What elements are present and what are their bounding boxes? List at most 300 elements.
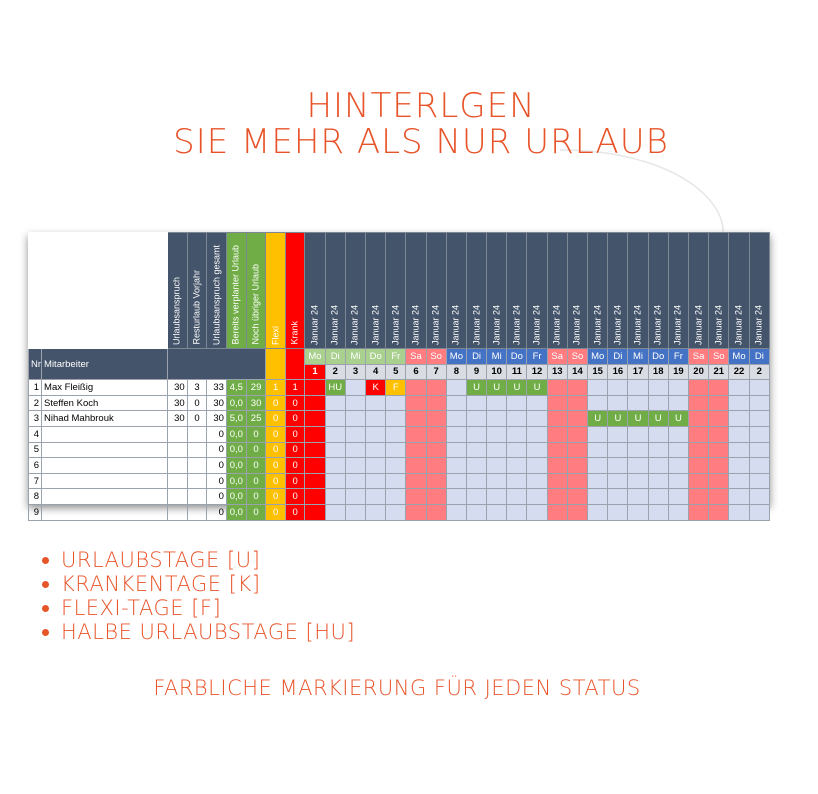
day-cell[interactable] xyxy=(527,442,547,458)
rest-cell[interactable]: 3 xyxy=(187,380,206,396)
day-cell[interactable] xyxy=(648,489,668,505)
day-cell[interactable] xyxy=(709,473,729,489)
day-status-cell[interactable]: K xyxy=(366,380,386,396)
day-cell[interactable] xyxy=(467,489,487,505)
day-cell[interactable] xyxy=(345,504,365,520)
weekday-cell[interactable]: Fr xyxy=(527,349,547,365)
row-number-cell[interactable]: 7 xyxy=(29,473,42,489)
month-header-cell[interactable] xyxy=(487,233,507,349)
day-number-cell[interactable]: 3 xyxy=(345,364,365,380)
day-cell[interactable] xyxy=(688,380,708,396)
day-cell[interactable] xyxy=(406,426,426,442)
day-cell[interactable] xyxy=(688,426,708,442)
day-cell[interactable] xyxy=(366,442,386,458)
day-cell[interactable] xyxy=(729,442,749,458)
rest-cell[interactable] xyxy=(187,426,206,442)
day-cell[interactable] xyxy=(527,411,547,427)
day-cell[interactable] xyxy=(567,426,587,442)
day-cell[interactable] xyxy=(547,395,567,411)
verplant-cell[interactable]: 0,0 xyxy=(226,395,246,411)
day-cell[interactable] xyxy=(426,380,446,396)
day-cell[interactable] xyxy=(305,395,325,411)
krank-cell[interactable]: 1 xyxy=(285,380,304,396)
day-cell[interactable] xyxy=(628,395,648,411)
employee-name-cell[interactable]: Max Fleißig xyxy=(42,380,168,396)
day-cell[interactable] xyxy=(487,395,507,411)
day-cell[interactable] xyxy=(608,442,628,458)
employee-name-cell[interactable] xyxy=(42,458,168,474)
nr-header[interactable]: Nr xyxy=(29,349,42,380)
anspruch-cell[interactable]: 30 xyxy=(167,380,187,396)
day-cell[interactable] xyxy=(426,489,446,505)
day-cell[interactable] xyxy=(709,395,729,411)
day-cell[interactable] xyxy=(507,489,527,505)
day-cell[interactable] xyxy=(467,473,487,489)
day-cell[interactable] xyxy=(305,458,325,474)
day-cell[interactable] xyxy=(426,411,446,427)
day-status-cell[interactable]: U xyxy=(648,411,668,427)
day-cell[interactable] xyxy=(688,473,708,489)
day-cell[interactable] xyxy=(446,380,466,396)
day-cell[interactable] xyxy=(668,380,688,396)
day-cell[interactable] xyxy=(507,504,527,520)
day-number-cell[interactable]: 14 xyxy=(567,364,587,380)
day-cell[interactable] xyxy=(426,458,446,474)
day-cell[interactable] xyxy=(406,411,426,427)
gesamt-cell[interactable]: 30 xyxy=(207,395,227,411)
weekday-cell[interactable]: Sa xyxy=(547,349,567,365)
month-header-cell[interactable] xyxy=(749,233,769,349)
krank-cell[interactable]: 0 xyxy=(285,489,304,505)
flexi-cell[interactable]: 0 xyxy=(266,411,285,427)
employee-name-cell[interactable]: Steffen Koch xyxy=(42,395,168,411)
weekday-cell[interactable]: Mi xyxy=(628,349,648,365)
day-cell[interactable] xyxy=(547,489,567,505)
day-number-cell[interactable]: 16 xyxy=(608,364,628,380)
krank-cell[interactable]: 0 xyxy=(285,426,304,442)
weekday-cell[interactable]: Di xyxy=(325,349,345,365)
day-cell[interactable] xyxy=(426,426,446,442)
day-cell[interactable] xyxy=(688,458,708,474)
day-cell[interactable] xyxy=(688,489,708,505)
day-cell[interactable] xyxy=(366,458,386,474)
day-cell[interactable] xyxy=(588,426,608,442)
row-number-cell[interactable]: 4 xyxy=(29,426,42,442)
employee-name-cell[interactable] xyxy=(42,473,168,489)
weekday-cell[interactable]: Mo xyxy=(588,349,608,365)
day-cell[interactable] xyxy=(709,442,729,458)
summary-header-cell[interactable] xyxy=(285,233,304,349)
uebrig-cell[interactable]: 29 xyxy=(246,380,266,396)
month-header-cell[interactable] xyxy=(628,233,648,349)
day-cell[interactable] xyxy=(709,504,729,520)
day-cell[interactable] xyxy=(648,442,668,458)
day-cell[interactable] xyxy=(729,380,749,396)
day-cell[interactable] xyxy=(749,426,769,442)
day-cell[interactable] xyxy=(386,395,406,411)
anspruch-cell[interactable] xyxy=(167,489,187,505)
day-cell[interactable] xyxy=(386,504,406,520)
month-header-cell[interactable] xyxy=(527,233,547,349)
day-cell[interactable] xyxy=(547,504,567,520)
weekday-cell[interactable]: Fr xyxy=(386,349,406,365)
summary-header-cell[interactable] xyxy=(207,233,227,349)
day-cell[interactable] xyxy=(386,442,406,458)
table-row[interactable] xyxy=(29,504,770,520)
month-header-cell[interactable] xyxy=(426,233,446,349)
day-cell[interactable] xyxy=(305,411,325,427)
verplant-cell[interactable]: 0,0 xyxy=(226,489,246,505)
day-cell[interactable] xyxy=(709,426,729,442)
day-cell[interactable] xyxy=(567,411,587,427)
day-cell[interactable] xyxy=(386,489,406,505)
day-cell[interactable] xyxy=(668,395,688,411)
day-cell[interactable] xyxy=(366,473,386,489)
row-number-cell[interactable]: 3 xyxy=(29,411,42,427)
weekday-cell[interactable]: Do xyxy=(507,349,527,365)
day-status-cell[interactable]: U xyxy=(588,411,608,427)
weekday-cell[interactable]: Sa xyxy=(406,349,426,365)
weekday-cell[interactable]: Di xyxy=(749,349,769,365)
day-cell[interactable] xyxy=(588,380,608,396)
day-cell[interactable] xyxy=(345,458,365,474)
weekday-cell[interactable]: So xyxy=(426,349,446,365)
day-number-cell[interactable]: 2 xyxy=(749,364,769,380)
day-cell[interactable] xyxy=(406,442,426,458)
day-cell[interactable] xyxy=(507,442,527,458)
day-cell[interactable] xyxy=(487,489,507,505)
table-row[interactable] xyxy=(29,489,770,505)
day-cell[interactable] xyxy=(467,426,487,442)
gesamt-cell[interactable]: 0 xyxy=(207,458,227,474)
day-cell[interactable] xyxy=(406,395,426,411)
day-cell[interactable] xyxy=(688,395,708,411)
day-number-cell[interactable]: 5 xyxy=(386,364,406,380)
day-cell[interactable] xyxy=(467,504,487,520)
day-cell[interactable] xyxy=(305,489,325,505)
day-cell[interactable] xyxy=(345,489,365,505)
day-cell[interactable] xyxy=(749,411,769,427)
day-cell[interactable] xyxy=(729,426,749,442)
day-cell[interactable] xyxy=(709,489,729,505)
day-cell[interactable] xyxy=(749,380,769,396)
day-cell[interactable] xyxy=(366,426,386,442)
krank-cell[interactable]: 0 xyxy=(285,458,304,474)
day-cell[interactable] xyxy=(588,442,608,458)
day-cell[interactable] xyxy=(406,458,426,474)
employee-name-cell[interactable] xyxy=(42,426,168,442)
gesamt-cell[interactable]: 0 xyxy=(207,473,227,489)
day-cell[interactable] xyxy=(567,489,587,505)
weekday-cell[interactable]: Di xyxy=(608,349,628,365)
uebrig-cell[interactable]: 0 xyxy=(246,489,266,505)
day-cell[interactable] xyxy=(487,442,507,458)
krank-cell[interactable]: 0 xyxy=(285,473,304,489)
month-header-cell[interactable] xyxy=(709,233,729,349)
day-cell[interactable] xyxy=(467,458,487,474)
month-header-cell[interactable] xyxy=(608,233,628,349)
day-cell[interactable] xyxy=(406,489,426,505)
table-row[interactable] xyxy=(29,380,770,396)
day-cell[interactable] xyxy=(527,504,547,520)
day-cell[interactable] xyxy=(688,442,708,458)
month-header-cell[interactable] xyxy=(406,233,426,349)
weekday-cell[interactable]: Mo xyxy=(729,349,749,365)
month-header-cell[interactable] xyxy=(588,233,608,349)
gesamt-cell[interactable]: 33 xyxy=(207,380,227,396)
day-cell[interactable] xyxy=(547,458,567,474)
month-header-cell[interactable] xyxy=(345,233,365,349)
day-cell[interactable] xyxy=(345,426,365,442)
day-number-cell[interactable]: 13 xyxy=(547,364,567,380)
day-number-cell[interactable]: 19 xyxy=(668,364,688,380)
flexi-cell[interactable]: 1 xyxy=(266,380,285,396)
day-cell[interactable] xyxy=(487,426,507,442)
anspruch-cell[interactable] xyxy=(167,504,187,520)
krank-header-spacer[interactable] xyxy=(285,349,304,380)
month-header-cell[interactable] xyxy=(386,233,406,349)
uebrig-cell[interactable]: 25 xyxy=(246,411,266,427)
day-cell[interactable] xyxy=(507,411,527,427)
day-cell[interactable] xyxy=(668,426,688,442)
day-number-cell[interactable]: 17 xyxy=(628,364,648,380)
day-cell[interactable] xyxy=(527,458,547,474)
employee-name-cell[interactable] xyxy=(42,489,168,505)
day-cell[interactable] xyxy=(406,380,426,396)
gesamt-cell[interactable]: 30 xyxy=(207,411,227,427)
flexi-cell[interactable]: 0 xyxy=(266,426,285,442)
employee-name-cell[interactable] xyxy=(42,504,168,520)
day-cell[interactable] xyxy=(426,395,446,411)
weekday-cell[interactable]: So xyxy=(567,349,587,365)
day-cell[interactable] xyxy=(628,380,648,396)
summary-header-cell[interactable] xyxy=(187,233,206,349)
day-cell[interactable] xyxy=(588,395,608,411)
day-cell[interactable] xyxy=(386,411,406,427)
uebrig-cell[interactable]: 0 xyxy=(246,426,266,442)
row-number-cell[interactable]: 8 xyxy=(29,489,42,505)
day-cell[interactable] xyxy=(547,426,567,442)
day-cell[interactable] xyxy=(668,504,688,520)
day-cell[interactable] xyxy=(386,473,406,489)
gesamt-cell[interactable]: 0 xyxy=(207,426,227,442)
day-cell[interactable] xyxy=(567,395,587,411)
day-cell[interactable] xyxy=(749,504,769,520)
day-cell[interactable] xyxy=(709,458,729,474)
day-cell[interactable] xyxy=(527,473,547,489)
day-number-cell[interactable]: 8 xyxy=(446,364,466,380)
verplant-cell[interactable]: 0,0 xyxy=(226,426,246,442)
day-cell[interactable] xyxy=(749,442,769,458)
uebrig-cell[interactable]: 0 xyxy=(246,442,266,458)
day-cell[interactable] xyxy=(648,426,668,442)
day-cell[interactable] xyxy=(527,395,547,411)
day-status-cell[interactable]: U xyxy=(608,411,628,427)
month-header-cell[interactable] xyxy=(325,233,345,349)
day-cell[interactable] xyxy=(366,489,386,505)
day-cell[interactable] xyxy=(608,380,628,396)
weekday-cell[interactable]: Fr xyxy=(668,349,688,365)
employee-name-cell[interactable]: Nihad Mahbrouk xyxy=(42,411,168,427)
day-cell[interactable] xyxy=(366,411,386,427)
anspruch-cell[interactable] xyxy=(167,473,187,489)
day-status-cell[interactable]: F xyxy=(386,380,406,396)
rest-cell[interactable] xyxy=(187,458,206,474)
rest-cell[interactable] xyxy=(187,473,206,489)
krank-cell[interactable]: 0 xyxy=(285,395,304,411)
day-cell[interactable] xyxy=(668,442,688,458)
day-cell[interactable] xyxy=(446,504,466,520)
day-cell[interactable] xyxy=(345,395,365,411)
day-number-cell[interactable]: 20 xyxy=(688,364,708,380)
verplant-cell[interactable]: 5,0 xyxy=(226,411,246,427)
day-cell[interactable] xyxy=(628,442,648,458)
day-cell[interactable] xyxy=(688,504,708,520)
row-number-cell[interactable]: 5 xyxy=(29,442,42,458)
day-number-cell[interactable]: 21 xyxy=(709,364,729,380)
gesamt-cell[interactable]: 0 xyxy=(207,442,227,458)
day-cell[interactable] xyxy=(305,380,325,396)
day-cell[interactable] xyxy=(608,504,628,520)
krank-cell[interactable]: 0 xyxy=(285,442,304,458)
month-header-cell[interactable] xyxy=(446,233,466,349)
row-number-cell[interactable]: 6 xyxy=(29,458,42,474)
day-cell[interactable] xyxy=(547,473,567,489)
day-cell[interactable] xyxy=(648,380,668,396)
day-cell[interactable] xyxy=(325,473,345,489)
day-cell[interactable] xyxy=(608,473,628,489)
day-cell[interactable] xyxy=(325,411,345,427)
weekday-cell[interactable]: Di xyxy=(467,349,487,365)
day-number-cell[interactable]: 22 xyxy=(729,364,749,380)
day-status-cell[interactable]: U xyxy=(527,380,547,396)
day-cell[interactable] xyxy=(688,411,708,427)
day-cell[interactable] xyxy=(749,473,769,489)
table-row[interactable] xyxy=(29,442,770,458)
day-cell[interactable] xyxy=(749,395,769,411)
day-cell[interactable] xyxy=(366,395,386,411)
day-cell[interactable] xyxy=(446,458,466,474)
day-cell[interactable] xyxy=(507,426,527,442)
weekday-cell[interactable]: Do xyxy=(648,349,668,365)
day-cell[interactable] xyxy=(446,395,466,411)
day-cell[interactable] xyxy=(628,473,648,489)
day-cell[interactable] xyxy=(588,504,608,520)
rest-cell[interactable] xyxy=(187,442,206,458)
uebrig-cell[interactable]: 30 xyxy=(246,395,266,411)
day-status-cell[interactable]: U xyxy=(668,411,688,427)
day-cell[interactable] xyxy=(305,473,325,489)
day-cell[interactable] xyxy=(749,458,769,474)
month-header-cell[interactable] xyxy=(305,233,325,349)
day-cell[interactable] xyxy=(709,380,729,396)
summary-header-cell[interactable] xyxy=(246,233,266,349)
day-cell[interactable] xyxy=(345,473,365,489)
day-cell[interactable] xyxy=(345,442,365,458)
flexi-header-spacer[interactable] xyxy=(266,349,285,380)
anspruch-cell[interactable] xyxy=(167,458,187,474)
day-cell[interactable] xyxy=(628,426,648,442)
verplant-cell[interactable]: 0,0 xyxy=(226,442,246,458)
day-number-cell[interactable]: 15 xyxy=(588,364,608,380)
day-cell[interactable] xyxy=(648,395,668,411)
day-cell[interactable] xyxy=(305,442,325,458)
anspruch-cell[interactable]: 30 xyxy=(167,411,187,427)
day-cell[interactable] xyxy=(507,458,527,474)
day-cell[interactable] xyxy=(608,489,628,505)
day-cell[interactable] xyxy=(729,489,749,505)
weekday-cell[interactable]: Mi xyxy=(345,349,365,365)
month-header-cell[interactable] xyxy=(567,233,587,349)
day-cell[interactable] xyxy=(608,426,628,442)
day-cell[interactable] xyxy=(729,395,749,411)
day-cell[interactable] xyxy=(446,442,466,458)
month-header-cell[interactable] xyxy=(366,233,386,349)
month-header-cell[interactable] xyxy=(467,233,487,349)
day-cell[interactable] xyxy=(588,458,608,474)
flexi-cell[interactable]: 0 xyxy=(266,442,285,458)
day-cell[interactable] xyxy=(386,458,406,474)
day-cell[interactable] xyxy=(749,489,769,505)
day-cell[interactable] xyxy=(487,458,507,474)
weekday-cell[interactable]: Mo xyxy=(446,349,466,365)
day-cell[interactable] xyxy=(426,442,446,458)
day-cell[interactable] xyxy=(729,458,749,474)
day-cell[interactable] xyxy=(325,489,345,505)
day-cell[interactable] xyxy=(648,504,668,520)
day-cell[interactable] xyxy=(547,411,567,427)
flexi-cell[interactable]: 0 xyxy=(266,458,285,474)
day-cell[interactable] xyxy=(567,380,587,396)
rest-cell[interactable]: 0 xyxy=(187,411,206,427)
row-number-cell[interactable]: 9 xyxy=(29,504,42,520)
day-cell[interactable] xyxy=(305,504,325,520)
anspruch-cell[interactable] xyxy=(167,426,187,442)
day-cell[interactable] xyxy=(567,458,587,474)
table-row[interactable] xyxy=(29,426,770,442)
day-cell[interactable] xyxy=(305,426,325,442)
table-row[interactable] xyxy=(29,458,770,474)
day-cell[interactable] xyxy=(406,473,426,489)
day-cell[interactable] xyxy=(487,504,507,520)
day-cell[interactable] xyxy=(487,473,507,489)
day-number-cell[interactable]: 11 xyxy=(507,364,527,380)
day-cell[interactable] xyxy=(345,411,365,427)
day-cell[interactable] xyxy=(709,411,729,427)
weekday-cell[interactable]: So xyxy=(709,349,729,365)
rest-cell[interactable] xyxy=(187,489,206,505)
month-header-cell[interactable] xyxy=(688,233,708,349)
month-header-cell[interactable] xyxy=(507,233,527,349)
day-cell[interactable] xyxy=(467,395,487,411)
day-cell[interactable] xyxy=(567,504,587,520)
day-cell[interactable] xyxy=(325,395,345,411)
day-cell[interactable] xyxy=(628,504,648,520)
name-header[interactable]: Mitarbeiter xyxy=(42,349,168,380)
weekday-cell[interactable]: Mo xyxy=(305,349,325,365)
day-number-cell[interactable]: 7 xyxy=(426,364,446,380)
day-cell[interactable] xyxy=(446,473,466,489)
day-status-cell[interactable]: U xyxy=(507,380,527,396)
day-cell[interactable] xyxy=(527,426,547,442)
verplant-cell[interactable]: 0,0 xyxy=(226,473,246,489)
day-cell[interactable] xyxy=(325,458,345,474)
weekday-cell[interactable]: Sa xyxy=(688,349,708,365)
uebrig-cell[interactable]: 0 xyxy=(246,473,266,489)
day-number-cell[interactable]: 9 xyxy=(467,364,487,380)
summary-header-spacer[interactable] xyxy=(167,349,265,380)
day-cell[interactable] xyxy=(325,442,345,458)
